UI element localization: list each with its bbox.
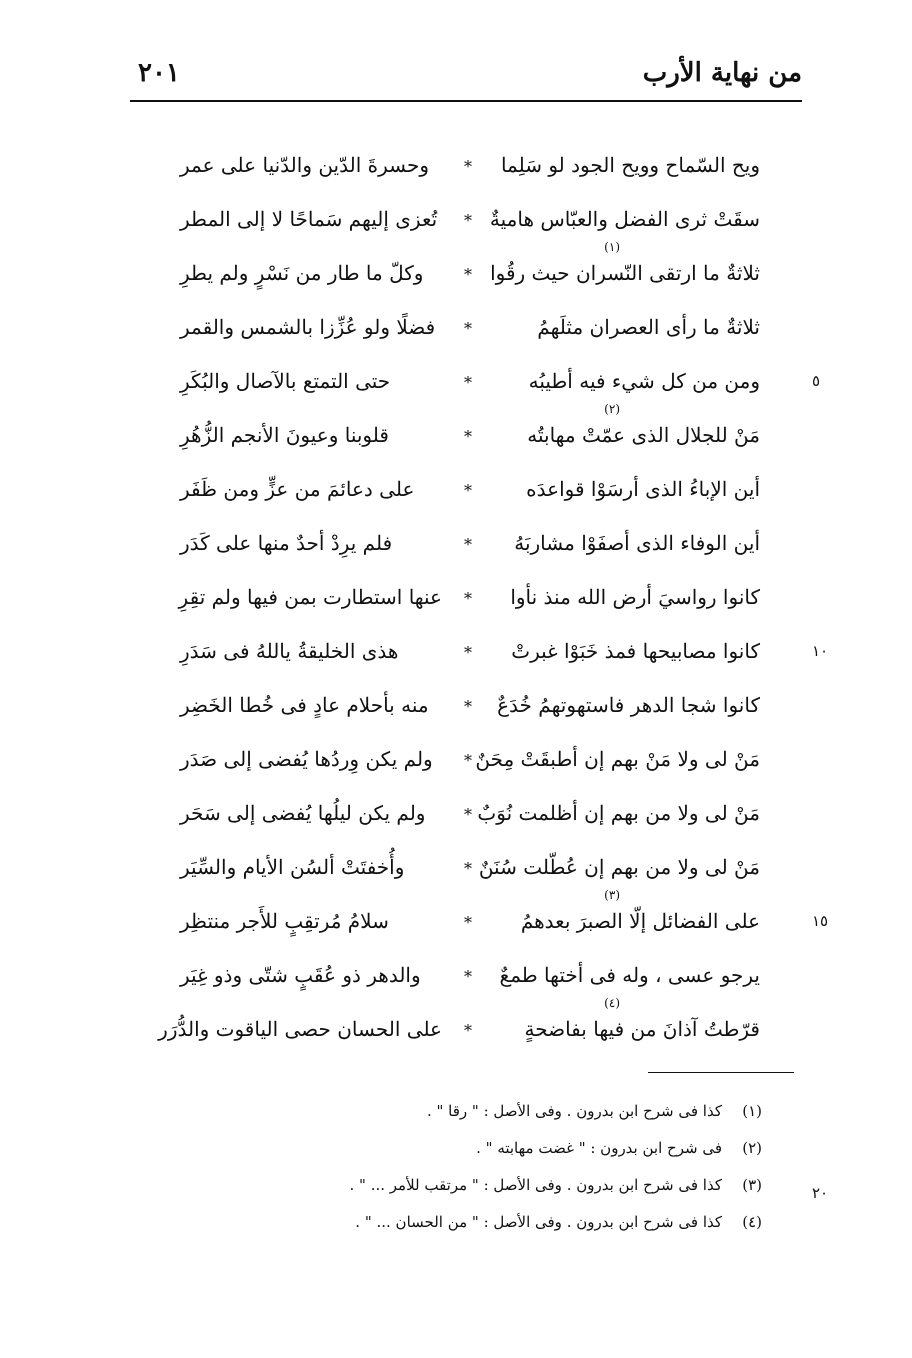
verse-line — [170, 626, 760, 680]
page-number: ٢٠١ — [138, 58, 180, 88]
second-hemistich: وأُخفتَتْ ألسُن الأيام والسِّيَر — [180, 855, 405, 879]
verse-separator: * — [464, 373, 472, 392]
verse-separator: * — [464, 967, 472, 986]
verse-line — [170, 842, 760, 896]
verse-line — [170, 680, 760, 734]
verse-line — [170, 518, 760, 572]
footnote-number: (٢) — [742, 1139, 762, 1157]
running-title: من نهاية الأرب — [642, 58, 802, 88]
first-hemistich: ومن من كل شيء فيه أطيبُه — [528, 369, 760, 393]
verse-line — [170, 888, 760, 950]
footnote-text: كذا فى شرح ابن بدرون . وفى الأصل : " رقا " . — [426, 1102, 722, 1120]
verse-separator: * — [464, 481, 472, 500]
footnotes — [280, 1096, 762, 1244]
second-hemistich: منه بأحلام عادٍ فى خُطا الخَضِر — [180, 693, 429, 717]
verse-line — [170, 240, 760, 302]
second-hemistich: على دعائمَ من عزٍّ ومن ظَفَر — [180, 477, 415, 501]
verse-separator: * — [464, 319, 472, 338]
first-hemistich: على الفضائل إلّا الصبرَ بعدهمُ — [520, 909, 760, 933]
footnote-text: كذا فى شرح ابن بدرون . وفى الأصل : " مرتقب للأمر ... " . — [349, 1176, 722, 1194]
first-hemistich: كانوا شجا الدهر فاستهوتهمُ خُدَعٌ — [497, 693, 760, 717]
second-hemistich: وكلّ ما طار من نَسْرٍ ولم يطرِ — [180, 261, 424, 285]
first-hemistich: يرجو عسى ، وله فى أختها طمعٌ — [499, 963, 760, 987]
second-hemistich: ولم يكن ليلُها يُفضى إلى سَحَر — [180, 801, 426, 825]
footnote-number: (٣) — [742, 1176, 762, 1194]
footnote-rule — [648, 1072, 794, 1073]
verse-line — [158, 996, 760, 1058]
first-hemistich: كانوا مصابيحها فمذ خَبَوْا غبرتْ — [511, 639, 760, 663]
second-hemistich: ولم يكن وِردُها يُفضى إلى صَدَر — [180, 747, 433, 771]
second-hemistich: وحسرةَ الدّين والدّنيا على عمر — [180, 153, 430, 177]
verse-separator: * — [464, 427, 472, 446]
first-hemistich: مَنْ لى ولا مَنْ بهم إن أطبقَتْ مِحَنٌ — [475, 747, 760, 771]
first-hemistich: مَنْ لى ولا من بهم إن عُطّلت سُنَنٌ — [478, 855, 760, 879]
line-number: ٢٠ — [812, 1184, 829, 1202]
second-hemistich: قلوبنا وعيونَ الأنجم الزُّهُرِ — [180, 423, 389, 447]
verse-separator: * — [464, 589, 472, 608]
verse-separator: * — [464, 265, 472, 284]
running-header — [130, 52, 802, 102]
footnote-marker: (٢) — [604, 402, 620, 416]
line-number: ٥ — [812, 372, 821, 390]
verse-separator: * — [464, 697, 472, 716]
first-hemistich: مَنْ لى ولا من بهم إن أظلمت نُوَبٌ — [477, 801, 760, 825]
verse-separator: * — [464, 157, 472, 176]
second-hemistich: عنها استطارت بمن فيها ولم تقِرِ — [178, 585, 442, 609]
footnote — [280, 1133, 762, 1170]
footnote-marker: (١) — [604, 240, 620, 254]
verse-separator: * — [464, 751, 472, 770]
verse-separator: * — [464, 643, 472, 662]
verse-line — [170, 302, 760, 356]
second-hemistich: على الحسان حصى الياقوت والدُّرَر — [158, 1017, 442, 1041]
verse-line — [170, 140, 760, 194]
verse-line — [170, 788, 760, 842]
footnote-text: فى شرح ابن بدرون : " غضت مهابته " . — [476, 1139, 722, 1157]
verse-separator: * — [464, 805, 472, 824]
footnote-number: (٤) — [742, 1213, 762, 1231]
footnote-marker: (٤) — [604, 996, 620, 1010]
verse-line — [170, 356, 760, 410]
first-hemistich: قرّطتُ آذانَ من فيها بفاضحةٍ — [524, 1017, 760, 1041]
first-hemistich: ويح السّماح وويح الجود لو سَلِما — [500, 153, 760, 177]
verse-separator: * — [464, 211, 472, 230]
footnote — [280, 1170, 762, 1207]
verse-line — [170, 194, 760, 248]
verse-line — [170, 950, 760, 1004]
verse-line — [170, 572, 760, 626]
second-hemistich: سلامُ مُرتقِبٍ للأَجر منتظِر — [180, 909, 389, 933]
first-hemistich: مَنْ للجلال الذى عمّتْ مهابتُه — [527, 423, 760, 447]
footnote-marker: (٣) — [604, 888, 620, 902]
footnote-number: (١) — [742, 1102, 762, 1120]
verse-separator: * — [464, 1021, 472, 1040]
first-hemistich: سقَتْ ثرى الفضل والعبّاس هاميةٌ — [489, 207, 760, 231]
footnote — [280, 1207, 762, 1244]
second-hemistich: تُعزى إليهم سَماحًا لا إلى المطر — [180, 207, 438, 231]
second-hemistich: والدهر ذو عُقَبٍ شتّى وذو غِيَر — [180, 963, 421, 987]
line-number: ١٠ — [812, 642, 829, 660]
verse-line — [170, 464, 760, 518]
verse-separator: * — [464, 913, 472, 932]
verse-line — [170, 402, 760, 464]
footnote — [280, 1096, 762, 1133]
second-hemistich: هذى الخليقةُ ياللهُ فى سَدَرِ — [180, 639, 399, 663]
verse-separator: * — [464, 859, 472, 878]
verse-separator: * — [464, 535, 472, 554]
verse-line — [170, 734, 760, 788]
second-hemistich: حتى التمتع بالآصال والبُكَرِ — [180, 369, 391, 393]
first-hemistich: أين الوفاء الذى أصفَوْا مشاربَهُ — [514, 531, 760, 555]
poem — [158, 140, 760, 1058]
first-hemistich: ثلاثةٌ ما ارتقى النّسران حيث رقُوا — [490, 261, 760, 285]
first-hemistich: ثلاثةٌ ما رأى العصران مثلَهمُ — [537, 315, 760, 339]
first-hemistich: كانوا رواسيَ أرض الله منذ نأوا — [510, 585, 760, 609]
first-hemistich: أين الإباءُ الذى أرسَوْا قواعدَه — [526, 477, 760, 501]
second-hemistich: فضلًا ولو عُزِّزا بالشمس والقمر — [180, 315, 436, 339]
footnote-text: كذا فى شرح ابن بدرون . وفى الأصل : " من الحسان ... " . — [355, 1213, 722, 1231]
second-hemistich: فلم يرِدْ أحدٌ منها على كَدَر — [180, 531, 393, 555]
line-number: ١٥ — [812, 912, 829, 930]
